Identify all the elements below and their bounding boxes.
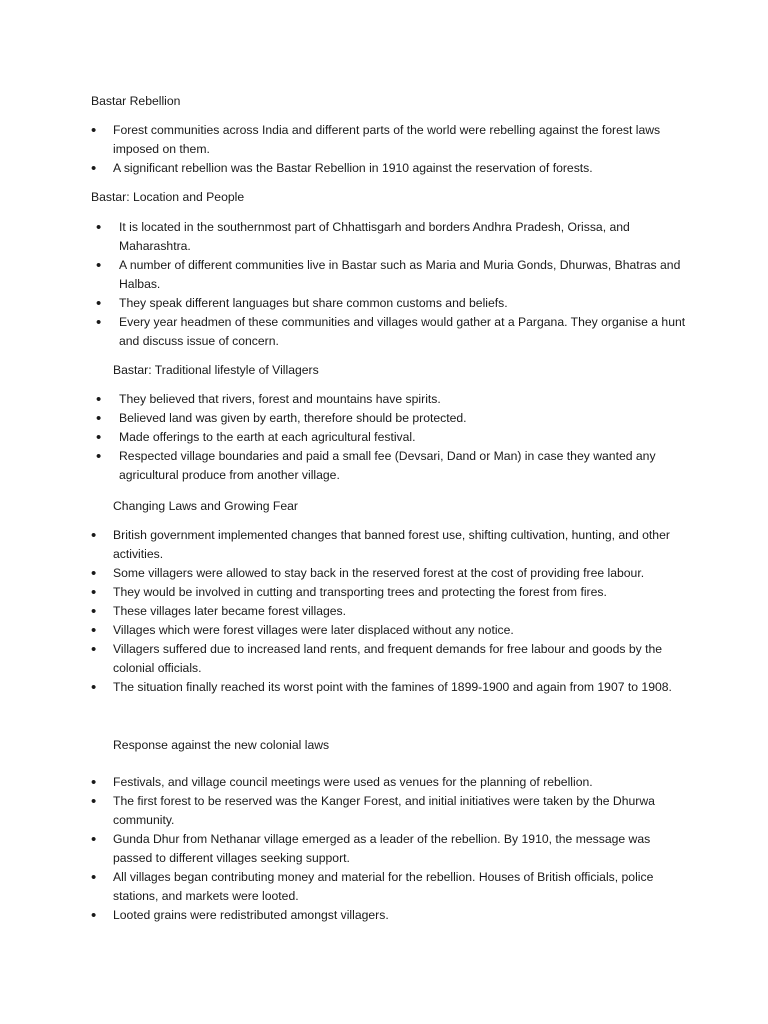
list-item: • These villages later became forest villages. (91, 602, 681, 621)
section-heading-response: Response against the new colonial laws (113, 738, 330, 752)
list-item: • The situation finally reached its worst point with the famines of 1899-1900 and again from 1907 to 1908. (91, 678, 681, 697)
list-item: • Believed land was given by earth, therefore should be protected. (96, 409, 686, 428)
section-heading-location-and-people: Bastar: Location and People (91, 190, 245, 204)
list-item: • The first forest to be reserved was the Kanger Forest, and initial initiatives were taken by the Dhurwa community. (91, 792, 681, 830)
list-item: • They believed that rivers, forest and mountains have spirits. (96, 390, 686, 409)
bullet-list (91, 121, 681, 178)
list-item: • Gunda Dhur from Nethanar village emerged as a leader of the rebellion. By 1910, the message was passed to different villages seeking support. (91, 830, 681, 868)
list-item: • Forest communities across India and different parts of the world were rebelling against the forest laws imposed on them. (91, 121, 681, 159)
bullet-list (96, 390, 686, 485)
bullet-list (91, 526, 681, 697)
section-heading-traditional-lifestyle: Bastar: Traditional lifestyle of Villagers (113, 363, 319, 377)
list-item: • Some villagers were allowed to stay back in the reserved forest at the cost of providing free labour. (91, 564, 681, 583)
bullet-list (91, 773, 681, 925)
list-item: • Respected village boundaries and paid a small fee (Devsari, Dand or Man) in case they wanted any agricultural produce from another village. (96, 447, 686, 485)
list-item: • All villages began contributing money and material for the rebellion. Houses of British officials, police stations, and markets were looted. (91, 868, 681, 906)
list-item: • They speak different languages but share common customs and beliefs. (96, 294, 686, 313)
list-item: • It is located in the southernmost part of Chhattisgarh and borders Andhra Pradesh, Orissa, and Maharashtra. (96, 218, 686, 256)
section-heading-bastar-rebellion: Bastar Rebellion (91, 94, 181, 108)
list-item: • Villages which were forest villages were later displaced without any notice. (91, 621, 681, 640)
list-item: • Made offerings to the earth at each agricultural festival. (96, 428, 686, 447)
list-item: • A number of different communities live in Bastar such as Maria and Muria Gonds, Dhurwas, Bhatras and Halbas. (96, 256, 686, 294)
bullet-list (96, 218, 686, 351)
list-item: • Festivals, and village council meetings were used as venues for the planning of rebellion. (91, 773, 681, 792)
list-item: • They would be involved in cutting and transporting trees and protecting the forest from fires. (91, 583, 681, 602)
list-item: • Villagers suffered due to increased land rents, and frequent demands for free labour and goods by the colonial officials. (91, 640, 681, 678)
list-item: • British government implemented changes that banned forest use, shifting cultivation, hunting, and other activities. (91, 526, 681, 564)
list-item: • A significant rebellion was the Bastar Rebellion in 1910 against the reservation of forests. (91, 159, 681, 178)
section-heading-changing-laws: Changing Laws and Growing Fear (113, 499, 298, 513)
list-item: • Looted grains were redistributed amongst villagers. (91, 906, 681, 925)
list-item: • Every year headmen of these communities and villages would gather at a Pargana. They organise a hunt and discuss issue of concern. (96, 313, 686, 351)
